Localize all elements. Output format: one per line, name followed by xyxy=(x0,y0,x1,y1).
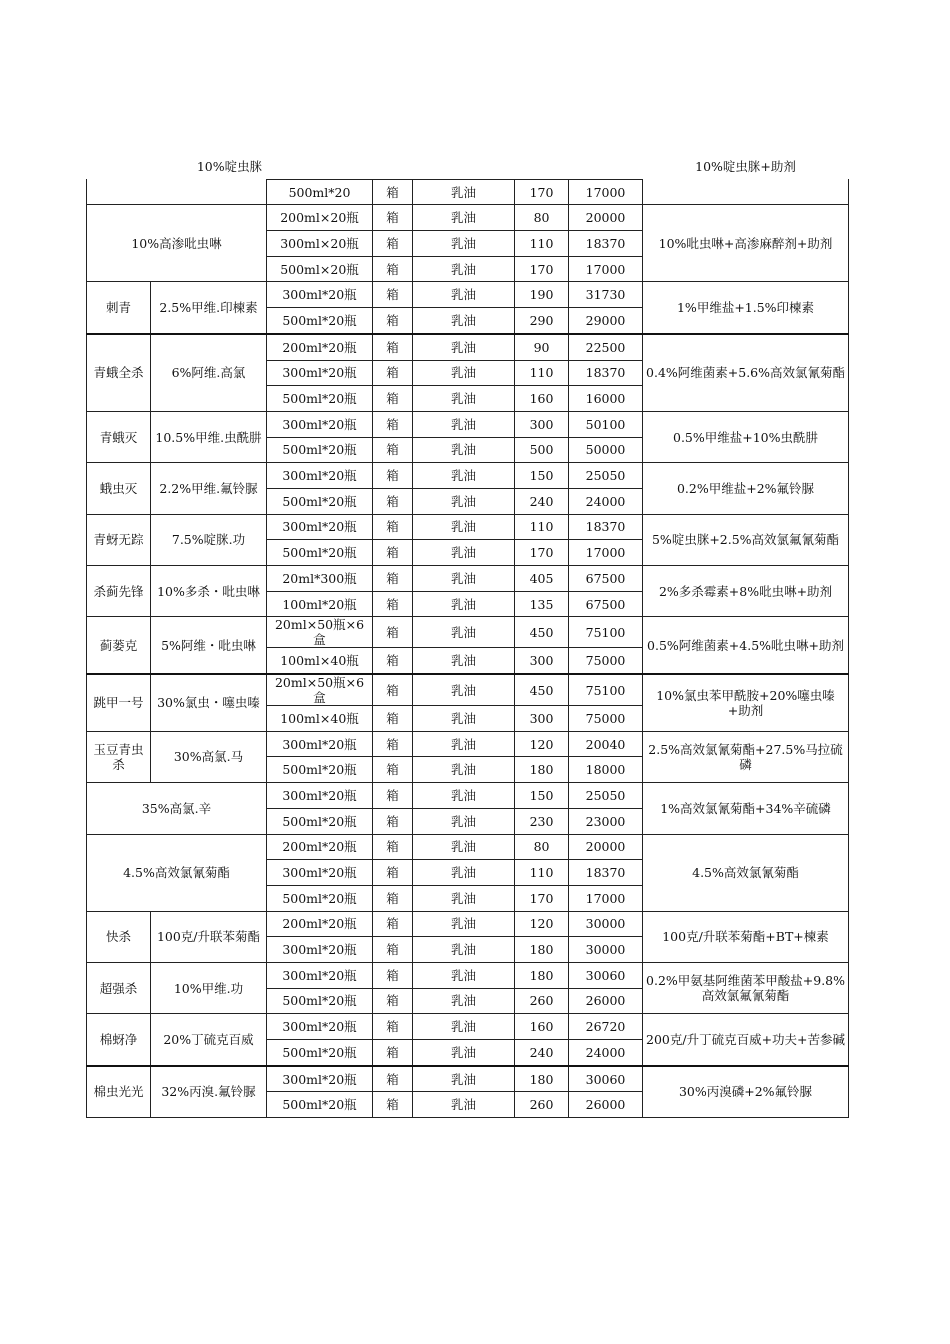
form-cell: 乳油 xyxy=(413,334,515,360)
form-cell: 乳油 xyxy=(413,437,515,463)
price-cell: 17000 xyxy=(569,885,643,911)
price-cell: 24000 xyxy=(569,1040,643,1066)
unit-cell: 箱 xyxy=(373,783,413,809)
spec-cell: 200ml*20瓶 xyxy=(267,911,373,937)
form-cell: 乳油 xyxy=(413,282,515,308)
spec-cell: 500ml*20瓶 xyxy=(267,540,373,566)
unit-cell: 箱 xyxy=(373,911,413,937)
unit-cell: 箱 xyxy=(373,514,413,540)
qty-cell: 160 xyxy=(515,386,569,412)
unit-cell: 箱 xyxy=(373,231,413,257)
spec-cell: 300ml*20瓶 xyxy=(267,411,373,437)
qty-cell: 290 xyxy=(515,308,569,334)
form-cell: 乳油 xyxy=(413,179,515,205)
price-cell: 20000 xyxy=(569,834,643,860)
form-cell: 乳油 xyxy=(413,463,515,489)
product-ingredient: 5%阿维・吡虫啉 xyxy=(151,617,267,674)
price-cell: 18370 xyxy=(569,514,643,540)
spec-cell: 500ml*20瓶 xyxy=(267,386,373,412)
product-note: 2%多杀霉素+8%吡虫啉+助剂 xyxy=(643,566,849,617)
form-cell: 乳油 xyxy=(413,783,515,809)
product-ingredient: 32%丙溴.氟铃脲 xyxy=(151,1066,267,1118)
form-cell: 乳油 xyxy=(413,911,515,937)
spec-cell: 300ml*20瓶 xyxy=(267,514,373,540)
price-cell: 26000 xyxy=(569,1092,643,1118)
spec-cell: 300ml*20瓶 xyxy=(267,1014,373,1040)
product-ingredient: 2.5%甲维.印楝素 xyxy=(151,282,267,334)
product-ingredient: 2.2%甲维.氟铃脲 xyxy=(151,463,267,514)
qty-cell: 110 xyxy=(515,860,569,886)
form-cell: 乳油 xyxy=(413,308,515,334)
product-ingredient: 20%丁硫克百威 xyxy=(151,1014,267,1066)
product-ingredient: 4.5%高效氯氰菊酯 xyxy=(87,834,267,911)
spec-cell: 500ml*20瓶 xyxy=(267,308,373,334)
price-cell: 24000 xyxy=(569,488,643,514)
unit-cell: 箱 xyxy=(373,962,413,988)
form-cell: 乳油 xyxy=(413,937,515,963)
product-note: 1%甲维盐+1.5%印楝素 xyxy=(643,282,849,334)
unit-cell: 箱 xyxy=(373,437,413,463)
unit-cell: 箱 xyxy=(373,648,413,674)
price-cell: 67500 xyxy=(569,566,643,592)
spec-cell: 500ml*20瓶 xyxy=(267,437,373,463)
unit-cell: 箱 xyxy=(373,731,413,757)
product-note: 4.5%高效氯氰菊酯 xyxy=(643,834,849,911)
table-row xyxy=(87,514,849,540)
qty-cell: 110 xyxy=(515,231,569,257)
price-cell: 75100 xyxy=(569,617,643,648)
unit-cell: 箱 xyxy=(373,1014,413,1040)
blank-cell xyxy=(87,179,267,205)
price-cell: 26720 xyxy=(569,1014,643,1040)
spec-cell: 500ml*20瓶 xyxy=(267,1040,373,1066)
unit-cell: 箱 xyxy=(373,617,413,648)
form-cell: 乳油 xyxy=(413,231,515,257)
spec-cell: 300ml*20瓶 xyxy=(267,731,373,757)
unit-cell: 箱 xyxy=(373,360,413,386)
form-cell: 乳油 xyxy=(413,706,515,732)
unit-cell: 箱 xyxy=(373,282,413,308)
table-row xyxy=(87,566,849,592)
form-cell: 乳油 xyxy=(413,962,515,988)
table-row xyxy=(87,783,849,809)
product-note: 0.2%甲维盐+2%氟铃脲 xyxy=(643,463,849,514)
unit-cell: 箱 xyxy=(373,205,413,231)
price-cell: 26000 xyxy=(569,988,643,1014)
qty-cell: 180 xyxy=(515,962,569,988)
price-cell: 30000 xyxy=(569,911,643,937)
unit-cell: 箱 xyxy=(373,860,413,886)
table-row xyxy=(87,463,849,489)
qty-cell: 450 xyxy=(515,674,569,706)
product-note: 2.5%高效氯氰菊酯+27.5%马拉硫磷 xyxy=(643,731,849,782)
form-cell: 乳油 xyxy=(413,808,515,834)
qty-cell: 170 xyxy=(515,179,569,205)
product-note: 0.4%阿维菌素+5.6%高效氯氰菊酯 xyxy=(643,334,849,412)
spec-cell: 500ml*20 xyxy=(267,179,373,205)
spec-cell: 200ml*20瓶 xyxy=(267,834,373,860)
product-ingredient: 10%多杀・吡虫啉 xyxy=(151,566,267,617)
form-cell: 乳油 xyxy=(413,205,515,231)
unit-cell: 箱 xyxy=(373,706,413,732)
price-cell: 17000 xyxy=(569,256,643,282)
spec-cell: 20ml*300瓶 xyxy=(267,566,373,592)
blank-cell xyxy=(373,154,643,179)
form-cell: 乳油 xyxy=(413,1014,515,1040)
product-table xyxy=(86,154,849,1118)
qty-cell: 240 xyxy=(515,488,569,514)
price-table xyxy=(86,154,848,1112)
price-cell: 31730 xyxy=(569,282,643,308)
spec-cell: 500ml*20瓶 xyxy=(267,808,373,834)
product-name: 超强杀 xyxy=(87,962,151,1013)
spec-cell: 100ml*20瓶 xyxy=(267,591,373,617)
qty-cell: 80 xyxy=(515,205,569,231)
form-cell: 乳油 xyxy=(413,360,515,386)
table-row xyxy=(87,674,849,706)
form-cell: 乳油 xyxy=(413,1040,515,1066)
table-row xyxy=(87,334,849,360)
qty-cell: 150 xyxy=(515,783,569,809)
price-cell: 50000 xyxy=(569,437,643,463)
qty-cell: 135 xyxy=(515,591,569,617)
spec-cell: 100ml×40瓶 xyxy=(267,706,373,732)
unit-cell: 箱 xyxy=(373,1092,413,1118)
price-cell: 18000 xyxy=(569,757,643,783)
spec-cell: 20ml×50瓶×6盒 xyxy=(267,674,373,706)
unit-cell: 箱 xyxy=(373,566,413,592)
qty-cell: 80 xyxy=(515,834,569,860)
qty-cell: 170 xyxy=(515,256,569,282)
form-cell: 乳油 xyxy=(413,757,515,783)
table-row xyxy=(87,834,849,860)
price-cell: 18370 xyxy=(569,360,643,386)
product-ingredient: 30%氯虫・噻虫嗪 xyxy=(151,674,267,731)
spec-cell: 20ml×50瓶×6盒 xyxy=(267,617,373,648)
form-cell: 乳油 xyxy=(413,834,515,860)
product-name: 青蛾灭 xyxy=(87,411,151,462)
price-cell: 16000 xyxy=(569,386,643,412)
qty-cell: 190 xyxy=(515,282,569,308)
table-row xyxy=(87,179,849,205)
qty-cell: 260 xyxy=(515,1092,569,1118)
qty-cell: 240 xyxy=(515,1040,569,1066)
form-cell: 乳油 xyxy=(413,1092,515,1118)
qty-cell: 120 xyxy=(515,911,569,937)
unit-cell: 箱 xyxy=(373,540,413,566)
product-note: 0.5%阿维菌素+4.5%吡虫啉+助剂 xyxy=(643,617,849,674)
form-cell: 乳油 xyxy=(413,885,515,911)
form-cell: 乳油 xyxy=(413,488,515,514)
table-row xyxy=(87,617,849,648)
table-row xyxy=(87,911,849,937)
price-cell: 67500 xyxy=(569,591,643,617)
product-name: 青蚜无踪 xyxy=(87,514,151,565)
unit-cell: 箱 xyxy=(373,885,413,911)
spec-cell: 300ml*20瓶 xyxy=(267,962,373,988)
form-cell: 乳油 xyxy=(413,591,515,617)
product-ingredient: 7.5%啶脒.功 xyxy=(151,514,267,565)
qty-cell: 180 xyxy=(515,937,569,963)
form-cell: 乳油 xyxy=(413,540,515,566)
qty-cell: 170 xyxy=(515,540,569,566)
price-cell: 20000 xyxy=(569,205,643,231)
product-ingredient: 10%高渗吡虫啉 xyxy=(87,205,267,282)
product-name: 玉豆青虫杀 xyxy=(87,731,151,782)
unit-cell: 箱 xyxy=(373,808,413,834)
form-cell: 乳油 xyxy=(413,674,515,706)
qty-cell: 300 xyxy=(515,706,569,732)
form-cell: 乳油 xyxy=(413,860,515,886)
qty-cell: 450 xyxy=(515,617,569,648)
product-ingredient: 10.5%甲维.虫酰肼 xyxy=(151,411,267,462)
product-name: 青蛾全杀 xyxy=(87,334,151,412)
form-cell: 乳油 xyxy=(413,1066,515,1092)
qty-cell: 405 xyxy=(515,566,569,592)
partial-header-row xyxy=(87,154,849,179)
price-cell: 75100 xyxy=(569,674,643,706)
table-row xyxy=(87,282,849,308)
unit-cell: 箱 xyxy=(373,1066,413,1092)
product-name: 快杀 xyxy=(87,911,151,962)
spec-cell: 300ml*20瓶 xyxy=(267,860,373,886)
price-cell: 18370 xyxy=(569,231,643,257)
product-note: 5%啶虫脒+2.5%高效氯氟氰菊酯 xyxy=(643,514,849,565)
partial-product-name: 10%啶虫脒 xyxy=(196,158,263,174)
unit-cell: 箱 xyxy=(373,256,413,282)
product-name: 棉蚜净 xyxy=(87,1014,151,1066)
table-row xyxy=(87,205,849,231)
qty-cell: 300 xyxy=(515,411,569,437)
unit-cell: 箱 xyxy=(373,334,413,360)
spec-cell: 500ml×20瓶 xyxy=(267,256,373,282)
unit-cell: 箱 xyxy=(373,463,413,489)
unit-cell: 箱 xyxy=(373,411,413,437)
product-note: 10%吡虫啉+高渗麻醉剂+助剂 xyxy=(643,205,849,282)
price-cell: 75000 xyxy=(569,648,643,674)
table-row xyxy=(87,1014,849,1040)
price-cell: 30060 xyxy=(569,962,643,988)
price-cell: 30000 xyxy=(569,937,643,963)
price-cell: 25050 xyxy=(569,783,643,809)
product-note: 10%氯虫苯甲酰胺+20%噻虫嗪+助剂 xyxy=(643,674,849,731)
form-cell: 乳油 xyxy=(413,617,515,648)
unit-cell: 箱 xyxy=(373,591,413,617)
product-name: 杀蓟先锋 xyxy=(87,566,151,617)
spec-cell: 500ml*20瓶 xyxy=(267,885,373,911)
qty-cell: 180 xyxy=(515,757,569,783)
form-cell: 乳油 xyxy=(413,566,515,592)
price-cell: 17000 xyxy=(569,540,643,566)
qty-cell: 110 xyxy=(515,360,569,386)
spec-cell: 200ml*20瓶 xyxy=(267,334,373,360)
form-cell: 乳油 xyxy=(413,514,515,540)
product-note: 1%高效氯氰菊酯+34%辛硫磷 xyxy=(643,783,849,834)
spec-cell: 300ml*20瓶 xyxy=(267,1066,373,1092)
qty-cell: 300 xyxy=(515,648,569,674)
unit-cell: 箱 xyxy=(373,834,413,860)
product-note: 100克/升联苯菊酯+BT+楝素 xyxy=(643,911,849,962)
qty-cell: 180 xyxy=(515,1066,569,1092)
product-ingredient: 10%甲维.功 xyxy=(151,962,267,1013)
spec-cell: 300ml*20瓶 xyxy=(267,360,373,386)
spec-cell: 100ml×40瓶 xyxy=(267,648,373,674)
product-note: 200克/升丁硫克百威+功夫+苦参碱 xyxy=(643,1014,849,1066)
partial-product-note: 10%啶虫脒+助剂 xyxy=(695,159,796,175)
unit-cell: 箱 xyxy=(373,488,413,514)
form-cell: 乳油 xyxy=(413,256,515,282)
product-note: 0.2%甲氨基阿维菌苯甲酸盐+9.8%高效氯氟氰菊酯 xyxy=(643,962,849,1013)
form-cell: 乳油 xyxy=(413,411,515,437)
product-note: 30%丙溴磷+2%氟铃脲 xyxy=(643,1066,849,1118)
qty-cell: 150 xyxy=(515,463,569,489)
product-ingredient: 6%阿维.高氯 xyxy=(151,334,267,412)
price-cell: 30060 xyxy=(569,1066,643,1092)
spec-cell: 300ml*20瓶 xyxy=(267,282,373,308)
price-cell: 23000 xyxy=(569,808,643,834)
unit-cell: 箱 xyxy=(373,988,413,1014)
product-ingredient: 30%高氯.马 xyxy=(151,731,267,782)
product-ingredient: 100克/升联苯菊酯 xyxy=(151,911,267,962)
qty-cell: 170 xyxy=(515,885,569,911)
form-cell: 乳油 xyxy=(413,731,515,757)
form-cell: 乳油 xyxy=(413,648,515,674)
table-row xyxy=(87,731,849,757)
table-row xyxy=(87,1066,849,1092)
price-cell: 50100 xyxy=(569,411,643,437)
product-name: 跳甲一号 xyxy=(87,674,151,731)
unit-cell: 箱 xyxy=(373,386,413,412)
table-row xyxy=(87,411,849,437)
price-cell: 17000 xyxy=(569,179,643,205)
price-cell: 29000 xyxy=(569,308,643,334)
form-cell: 乳油 xyxy=(413,988,515,1014)
spec-cell: 500ml*20瓶 xyxy=(267,757,373,783)
qty-cell: 230 xyxy=(515,808,569,834)
unit-cell: 箱 xyxy=(373,1040,413,1066)
unit-cell: 箱 xyxy=(373,937,413,963)
qty-cell: 90 xyxy=(515,334,569,360)
spec-cell: 300ml×20瓶 xyxy=(267,231,373,257)
price-cell: 18370 xyxy=(569,860,643,886)
qty-cell: 260 xyxy=(515,988,569,1014)
qty-cell: 160 xyxy=(515,1014,569,1040)
spec-cell: 300ml*20瓶 xyxy=(267,937,373,963)
spec-cell: 300ml*20瓶 xyxy=(267,783,373,809)
product-ingredient: 35%高氯.辛 xyxy=(87,783,267,834)
product-name: 刺青 xyxy=(87,282,151,334)
qty-cell: 120 xyxy=(515,731,569,757)
qty-cell: 500 xyxy=(515,437,569,463)
form-cell: 乳油 xyxy=(413,386,515,412)
price-cell: 20040 xyxy=(569,731,643,757)
table-row xyxy=(87,962,849,988)
unit-cell: 箱 xyxy=(373,674,413,706)
product-name: 棉虫光光 xyxy=(87,1066,151,1118)
spec-cell: 500ml*20瓶 xyxy=(267,988,373,1014)
spec-cell: 500ml*20瓶 xyxy=(267,488,373,514)
unit-cell: 箱 xyxy=(373,757,413,783)
price-cell: 75000 xyxy=(569,706,643,732)
spec-cell: 300ml*20瓶 xyxy=(267,463,373,489)
spec-cell: 500ml*20瓶 xyxy=(267,1092,373,1118)
unit-cell: 箱 xyxy=(373,308,413,334)
product-name: 蛾虫灭 xyxy=(87,463,151,514)
product-name: 蓟蒌克 xyxy=(87,617,151,674)
product-note: 0.5%甲维盐+10%虫酰肼 xyxy=(643,411,849,462)
qty-cell: 110 xyxy=(515,514,569,540)
spec-cell: 200ml×20瓶 xyxy=(267,205,373,231)
unit-cell: 箱 xyxy=(373,179,413,205)
price-cell: 22500 xyxy=(569,334,643,360)
price-cell: 25050 xyxy=(569,463,643,489)
blank-cell xyxy=(643,179,849,205)
